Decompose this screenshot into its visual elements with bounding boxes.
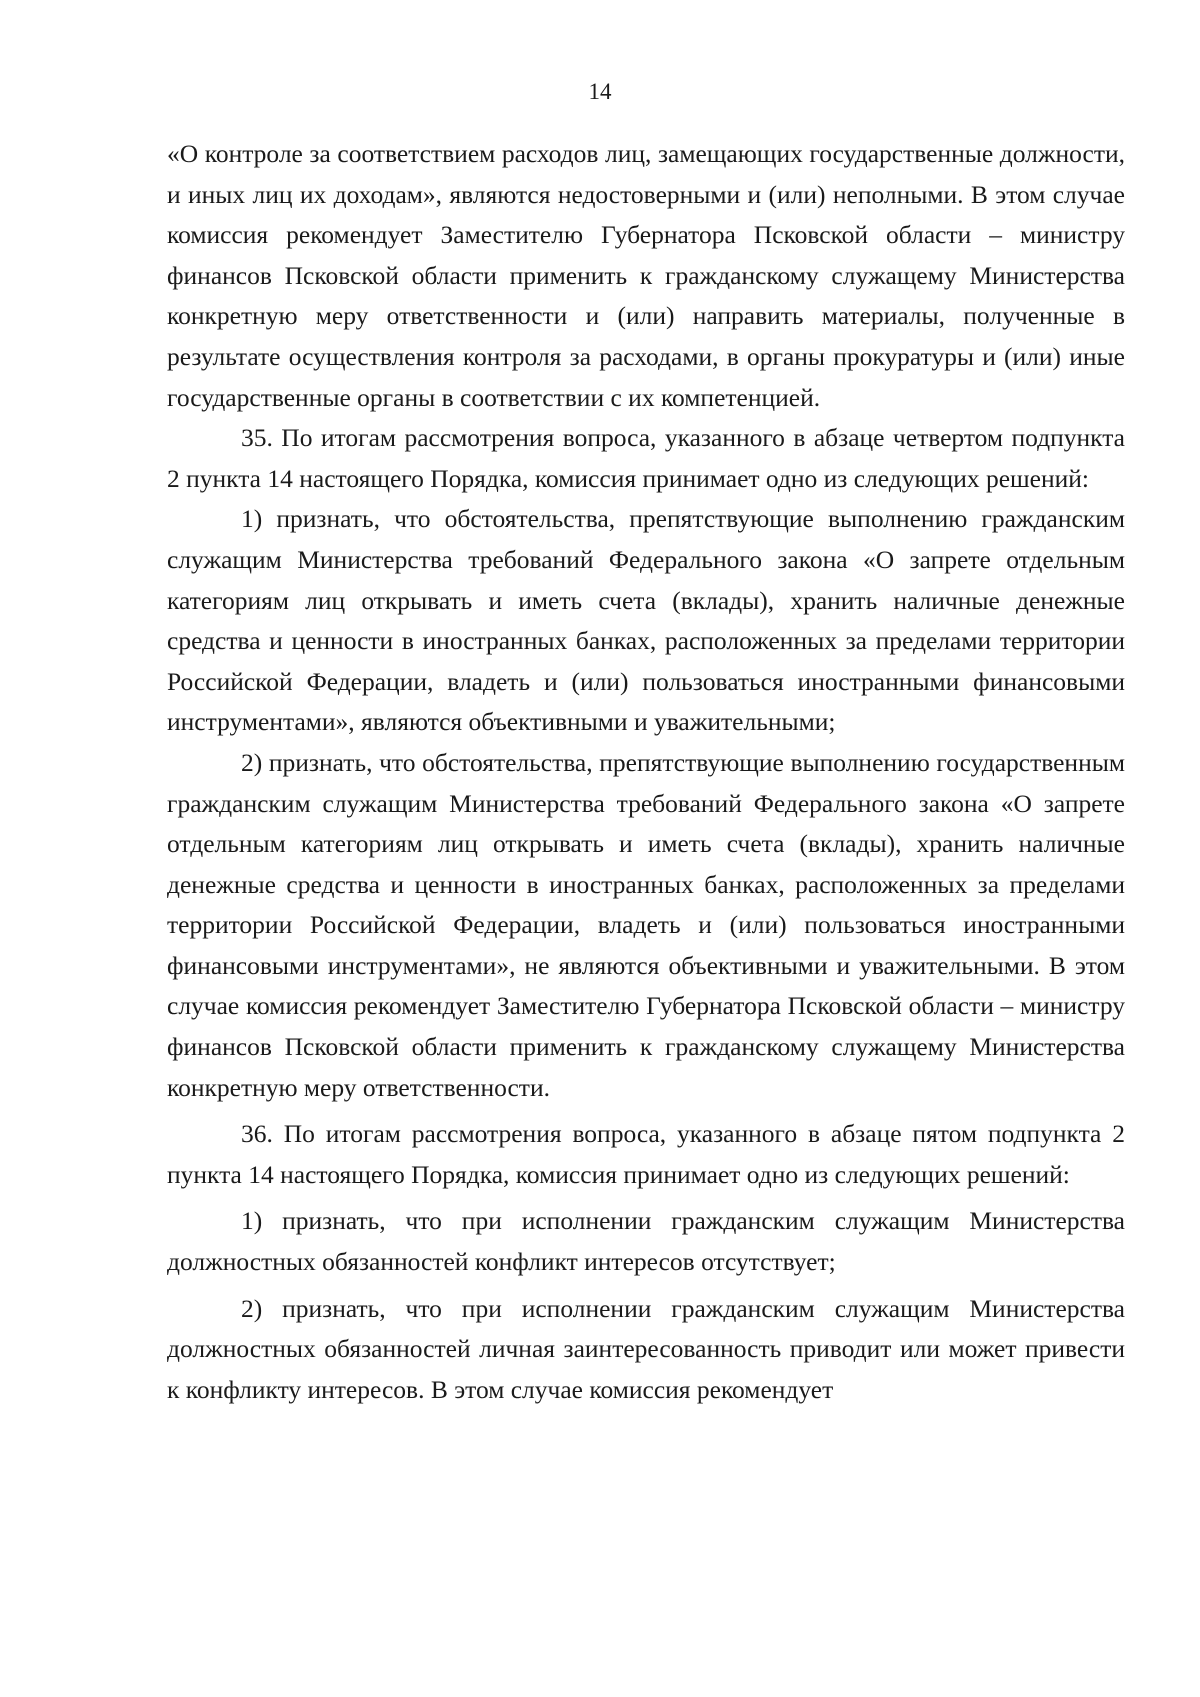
paragraph-clause-35-item-1: 1) признать, что обстоятельства, препятствующие выполнению гражданским служащим Министерства требований Федерального закона «О запрете отдельным категориям лиц открывать и иметь счета (вклады), хранить наличные денежные средства и ценности в иностранных банках, расположенных за пределами территории Российской Федерации, владеть и (или) пользоваться иностранными финансовыми инструментами», являются объективными и уважительными; <box>167 504 1125 737</box>
paragraph-clause-35: 35. По итогам рассмотрения вопроса, указанного в абзаце четвертом подпункта 2 пункта 14 настоящего Порядка, комиссия принимает одно из следующих решений: <box>167 423 1125 493</box>
document-body <box>167 134 1125 1410</box>
page-number: 14 <box>588 79 612 104</box>
paragraph-clause-36-item-1: 1) признать, что при исполнении гражданским служащим Министерства должностных обязанностей конфликт интересов отсутствует; <box>167 1206 1125 1277</box>
paragraph-clause-36-item-2: 2) признать, что при исполнении гражданским служащим Министерства должностных обязанностей личная заинтересованность приводит или может привести к конфликту интересов. В этом случае комиссия рекомендует <box>167 1293 1125 1404</box>
paragraph-continuation: «О контроле за соответствием расходов лиц, замещающих государственные должности, и иных лиц их доходам», являются недостоверными и (или) неполными. В этом случае комиссия рекомендует Заместителю Губернатора Псковской области – министру финансов Псковской области применить к гражданскому служащему Министерства конкретную меру ответственности и (или) направить материалы, полученные в результате осуществления контроля за расходами, в органы прокуратуры и (или) иные государственные органы в соответствии с их компетенцией. <box>167 139 1125 412</box>
paragraph-clause-36: 36. По итогам рассмотрения вопроса, указанного в абзаце пятом подпункта 2 пункта 14 настоящего Порядка, комиссия принимает одно из следующих решений: <box>167 1119 1125 1189</box>
paragraph-clause-35-item-2: 2) признать, что обстоятельства, препятствующие выполнению государственным гражданским служащим Министерства требований Федерального закона «О запрете отдельным категориям лиц открывать и иметь счета (вклады), хранить наличные денежные средства и ценности в иностранных банках, расположенных за пределами территории Российской Федерации, владеть и (или) пользоваться иностранными финансовыми инструментами», не являются объективными и уважительными. В этом случае комиссия рекомендует Заместителю Губернатора Псковской области – министру финансов Псковской области применить к гражданскому служащему Министерства конкретную меру ответственности. <box>167 747 1125 1102</box>
